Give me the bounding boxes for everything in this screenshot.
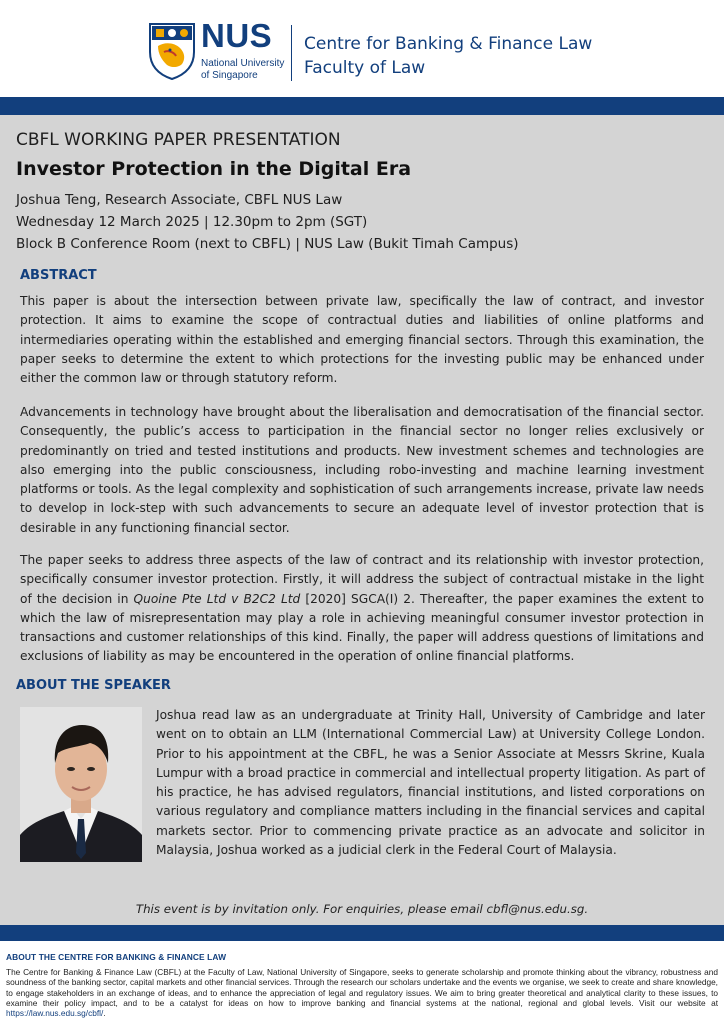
abstract-paragraph-3	[20, 551, 704, 667]
nus-full-name	[201, 58, 284, 82]
header-divider	[291, 25, 292, 81]
nus-crest-logo	[148, 22, 196, 80]
event-title: Investor Protection in the Digital Era	[16, 158, 412, 180]
abstract-paragraph-1: This paper is about the intersection between private law, specifically the law of contract, and investor protection. It aims to examine the scope of contractual duties and liabilities of online platforms and intermediaries operating within the established and emerging financial sectors. Through this examination, the paper seeks to determine the extent to which protections for the investing public may be enhanced under either the common law or through statutory reform.	[20, 294, 704, 386]
footer-description: The Centre for Banking & Finance Law (CBFL) at the Faculty of Law, National University of Singapore, seeks to generate scholarship and promote thinking about the vibrancy, robustness and soundness of the banking sector, capital markets and other financial services. Through the research our scholars undertake and the events we organise, we seek to create and share knowledge, to engage stakeholders in an exchange of ideas, and to enhance the appreciation of legal and regulatory issues. We aim to bring greater theoretical and analytical clarity to these issues, to examine their policy impact, and to be a catalyst for ideas on how to improve banking and financial systems at the national, regional and global levels. Visit our website at	[6, 967, 718, 1008]
nus-full-name-line-1: National University	[201, 58, 285, 69]
venue-line: Block B Conference Room (next to CBFL) | NUS Law (Bukit Timah Campus)	[16, 236, 519, 252]
abstract-paragraph-3-start: The paper seeks to address three aspects of the law of contract and its relationship with investor protection, specifically consumer investor protection. Firstly, it will address the subject of contractual mistake in the light of the decision in	[20, 553, 704, 606]
page-header	[0, 0, 724, 97]
top-accent-bar	[0, 97, 724, 115]
speaker-bio: Joshua read law as an undergraduate at Trinity Hall, University of Cambridge and later went on to obtain an LLM (International Commercial Law) at University College London. Prior to his appointment at the CBFL, he was a Senior Associate at Messrs Skrine, Kuala Lumpur with a broad practice in commercial and intellectual property litigation. As part of his practice, he has advised regulators, financial institutions, and listed corporations on various regulatory and compliance matters including in the financial services and capital markets sector. Prior to commencing private practice as an advocate and solicitor in Malaysia, Joshua worked as a judicial clerk in the Federal Court of Malaysia.	[156, 708, 705, 858]
footer-heading: ABOUT THE CENTRE FOR BANKING & FINANCE LAW	[6, 952, 227, 962]
footer-text	[6, 967, 718, 1018]
page-footer	[0, 941, 724, 1024]
abstract-paragraph-3-end: [2020] SGCA(I) 2. Thereafter, the paper examines the extent to which the law of misrepresentation may play a role in achieving meaningful consumer investor protection in transactions and customer relationships of this kind. Finally, the paper will address questions of limitations and exclusions of liability as may be encountered in the operation of online financial platforms.	[20, 591, 704, 664]
speaker-portrait-image	[20, 707, 142, 862]
centre-name: Centre for Banking & Finance Law	[304, 34, 593, 54]
case-citation: Quoine Pte Ltd v B2C2 Ltd	[133, 591, 301, 606]
footer-period: .	[103, 1008, 106, 1019]
speaker-heading: ABOUT THE SPEAKER	[16, 678, 171, 693]
faculty-name: Faculty of Law	[304, 58, 426, 78]
nus-wordmark: NUS	[201, 17, 273, 54]
abstract-paragraph-2: Advancements in technology have brought about the liberalisation and democratisation of the financial sector. Consequently, the public’s access to participation in the financial sector no longer relies exclusively or predominantly on tried and tested institutions and products. New investment schemes and technologies are also emerging into the public consciousness, including robo-investing and machine learning investment platforms or tools. As the legal complexity and sophistication of such arrangements increase, private law needs to develop in lock-step with such advancements to secure an adequate level of investor protection that is desirable in any functioning financial sector.	[20, 405, 704, 535]
invitation-note: This event is by invitation only. For enquiries, please email cbfl@nus.edu.sg.	[135, 902, 589, 916]
footer-website-link[interactable]: https://law.nus.edu.sg/cbfl/	[6, 1008, 104, 1019]
nus-full-name-line-2: of Singapore	[201, 70, 258, 81]
speaker-photo	[20, 707, 142, 862]
event-body	[0, 115, 724, 925]
event-kicker: CBFL WORKING PAPER PRESENTATION	[16, 130, 341, 150]
speaker-line: Joshua Teng, Research Associate, CBFL NUS Law	[16, 192, 343, 208]
abstract-heading: ABSTRACT	[20, 268, 97, 283]
datetime-line: Wednesday 12 March 2025 | 12.30pm to 2pm (SGT)	[16, 214, 368, 230]
bottom-accent-bar	[0, 925, 724, 941]
